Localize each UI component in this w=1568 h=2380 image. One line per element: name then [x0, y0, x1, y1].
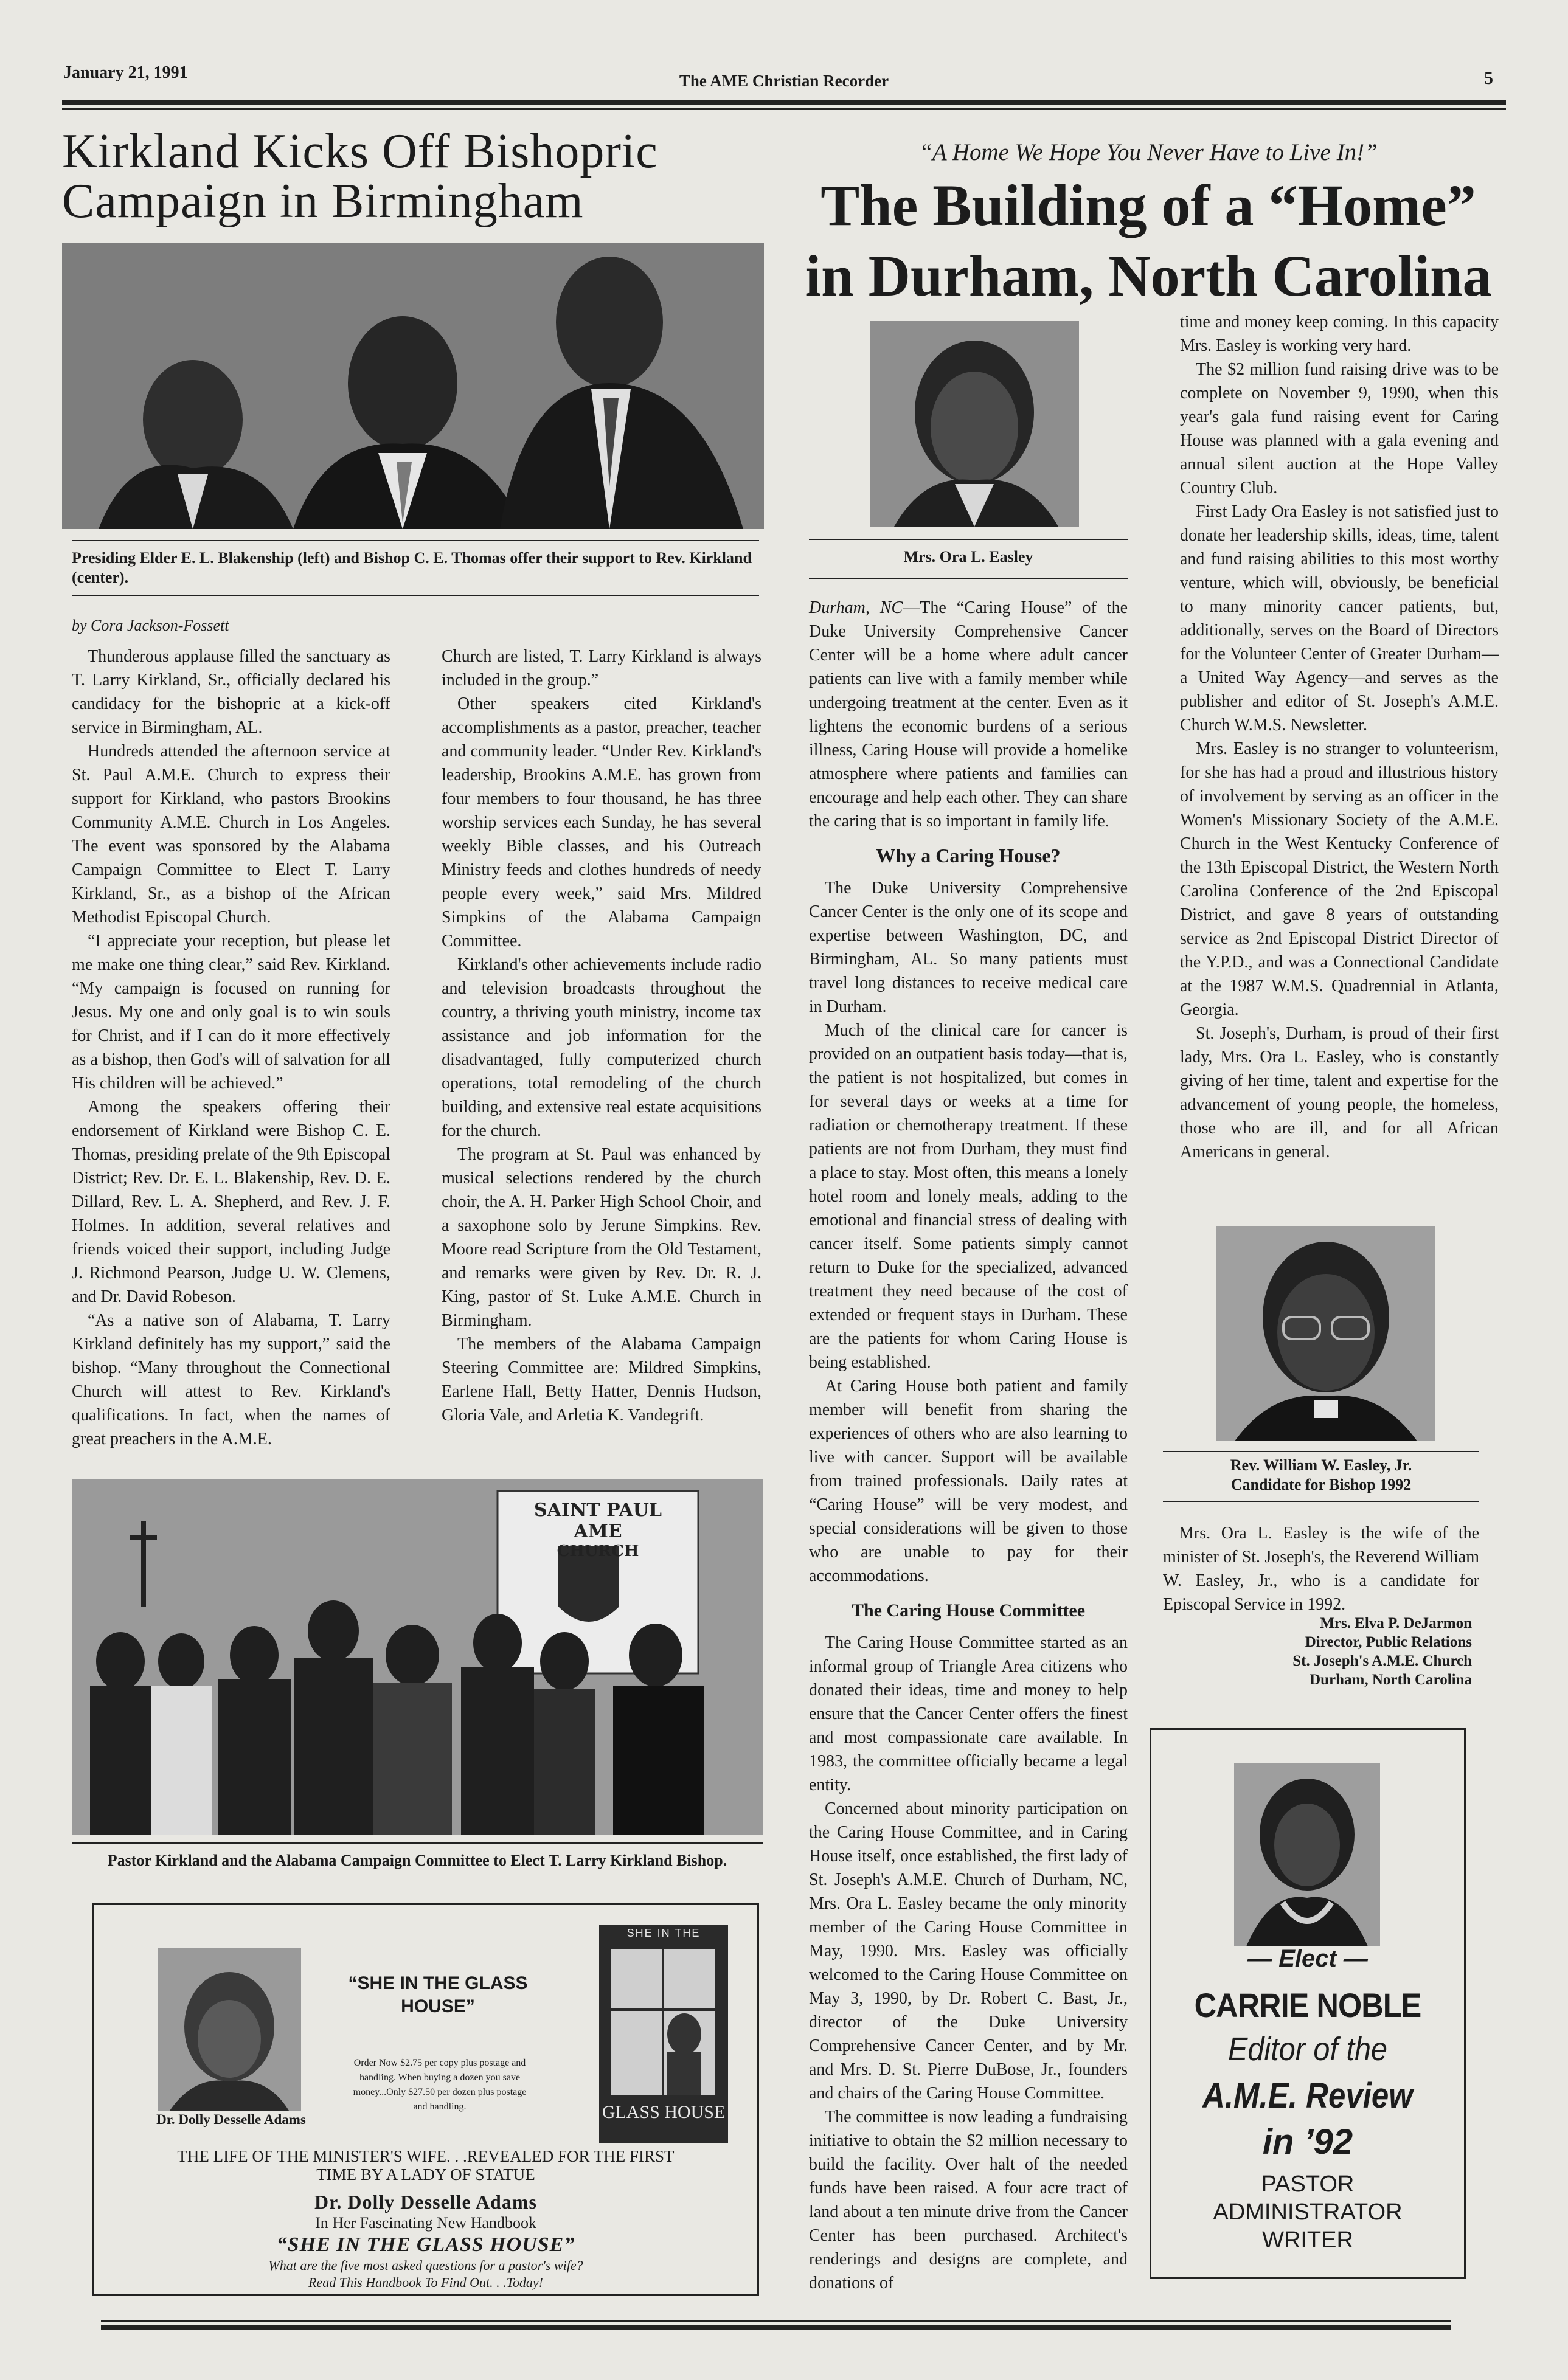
header-publication: The AME Christian Recorder — [679, 72, 889, 90]
noble-ad — [1150, 1728, 1466, 2279]
william-caption-rule — [1163, 1451, 1479, 1452]
right-col4-p5: St. Joseph's, Durham, is proud of their first lady, Mrs. Ora L. Easley, who is constantly giving of her time, talent and expertise for the advancement of young people, the homeless, those who are ill, and for all African Americans in general. — [1180, 1024, 1499, 1161]
right-kicker: “A Home We Hope You Never Have to Live In!” — [919, 139, 1378, 165]
right-col3-intro — [809, 596, 1128, 833]
book-ad-cta: Read This Handbook To Find Out. . .Today! — [308, 2275, 543, 2290]
right-headline — [791, 170, 1506, 311]
noble-ad-name: CARRIE NOBLE — [1194, 1986, 1421, 2024]
left-headline-line2: Campaign in Birmingham — [62, 175, 584, 228]
book-ad-order-text: Order Now $2.75 per copy plus postage and handling. When buying a dozen you save money...Only $27.50 per dozen plus postage and handling. — [353, 2058, 527, 2112]
header-rule-thin — [62, 108, 1506, 110]
left-col2-p2: Other speakers cited Kirkland's accomplishments as a pastor, preacher, teacher and community leader. “Under Rev. Kirkland's leadership, Brookins A.M.E. has grown from four members to four thousand, he has three worship services each Sunday, he has several weekly Bible classes, and his Outreach Ministry feeds and clothes hundreds of needy people every week,” said Mrs. Mildred Simpkins of the Alabama Campaign Committee. — [442, 694, 761, 950]
right-col4-p2: The $2 million fund raising drive was to be complete on November 9, 1990, when this year's gala fund raising event for Caring House was planned with a gala evening and annual silent auction at the Hope Valley Country Club. — [1180, 360, 1499, 497]
william-caption-line2: Candidate for Bishop 1992 — [1230, 1476, 1412, 1493]
right-headline-line1: The Building of a “Home” — [820, 173, 1476, 238]
photo-campaign-committee — [72, 1479, 763, 1835]
photo1-caption-rule-bottom — [72, 595, 759, 596]
left-col2-p4: The program at St. Paul was enhanced by musical selections rendered by the church choir, the A. H. Parker High School Choir, and a saxophone solo by Jerune Simpkins. Rev. Moore read Scripture from the Old Testament, and remarks were given by Rev. Dr. R. J. King, pastor of St. Luke A.M.E. Church in Birmingham. — [442, 1145, 761, 1330]
left-headline — [62, 126, 780, 226]
book-ad-cover — [599, 1925, 728, 2143]
book-ad-question: What are the five most asked questions for a pastor's wife? — [268, 2258, 583, 2273]
william-caption-rule-bottom — [1163, 1501, 1479, 1502]
footer-rule-thin — [101, 2320, 1451, 2322]
book-ad-portrait-caption: Dr. Dolly Desselle Adams — [156, 2112, 306, 2127]
banner-text — [510, 1500, 686, 1560]
photo-william-easley — [1216, 1226, 1435, 1441]
right-col3-place: Durham, NC — [809, 598, 903, 617]
william-caption — [1163, 1456, 1479, 1495]
photo2-caption: Pastor Kirkland and the Alabama Campaign Committee to Elect T. Larry Kirkland Bishop. — [107, 1852, 727, 1869]
footer-rule-thick — [101, 2325, 1451, 2330]
signoff-place: Durham, North Carolina — [1310, 1672, 1472, 1688]
photo1-caption-rule — [72, 540, 759, 541]
right-col4-p3: First Lady Ora Easley is not satisfied just to donate her leadership skills, ideas, time, talent and fund raising abilities to this most worthy venture, which will, obviously, be beneficial to many minority cancer patients, but, additionally, serves on the Board of Directors for the Volunteer Center of Greater Durham—a United Way Agency—and serves as the publisher and editor of St. Joseph's A.M.E. Church W.M.S. Newsletter. — [1180, 502, 1499, 735]
left-col2-p3: Kirkland's other achievements include radio and television broadcasts throughout the country, a thriving youth ministry, income tax assistance and job information for the disadvantaged, fully computerized church operations, total remodeling of the church building, and extensive real estate acquisitions for the church. — [442, 955, 761, 1140]
header-rule-thick — [62, 100, 1506, 105]
left-col-2 — [442, 645, 761, 1427]
noble-ad-role3: WRITER — [1262, 2227, 1353, 2253]
right-col4-p4: Mrs. Easley is no stranger to volunteerism, for she has had a proud and illustrious history of involvement by serving as an officer in the Women's Missionary Society of the A.M.E. Church in the West Kentucky Conference of the 13th Episcopal District, the Western North Carolina Conference of the 2nd Episcopal District, and gave 8 years of outstanding service as 2nd Episcopal District Director of the Y.P.D., and was a Connectional Candidate at the 1987 W.M.S. Quadrennial in Atlanta, Georgia. — [1180, 739, 1499, 1019]
left-col-1 — [72, 645, 390, 1451]
noble-ad-role2: ADMINISTRATOR — [1213, 2199, 1403, 2225]
right-col3-p5: The Caring House Committee started as an informal group of Triangle Area citizens who donated their ideas, time and money to help ensure that the Cancer Center offers the finest and most compassionate care available. In 1983, the committee officially became a legal entity. — [809, 1633, 1128, 1794]
book-ad-tagline: THE LIFE OF THE MINISTER'S WIFE. . .REVEALED FOR THE FIRST TIME BY A LADY OF STATUE — [177, 2147, 675, 2184]
photo1-caption: Presiding Elder E. L. Blakenship (left) and Bishop C. E. Thomas offer their support to Rev. Kirkland (center). — [72, 549, 752, 586]
noble-ad-line1: Editor of the — [1227, 2031, 1388, 2067]
ora-caption-rule — [809, 539, 1128, 540]
ora-caption-rule-bottom — [809, 578, 1128, 579]
book-ad-subtitle: In Her Fascinating New Handbook — [315, 2214, 536, 2232]
right-col3-p7: The committee is now leading a fundraising initiative to obtain the $2 million necessary to build the facility. Over halt of the needed funds have been raised. A four acre tract of land about a ten minute drive from the Cancer Center has been purchased. Architect's renderings and designs are complete, and donations of — [809, 2108, 1128, 2292]
right-col3-p6: Concerned about minority participation on the Caring House Committee, and in Caring House itself, once established, the first lady of St. Joseph's A.M.E. Church of Durham, NC, Mrs. Ora L. Easley became the only minority member of the Caring House Committee in May, 1990. Mrs. Easley was officially welcomed to the Caring House Committee on May 3, 1990, by Dr. Robert C. Bast, Jr., director of the Duke University Comprehensive Cancer Center, and by Mr. and Mrs. D. St. Pierre DuBose, Jr., founders and chairs of the Caring House Committee. — [809, 1799, 1128, 2103]
subhead-caring-house-committee: The Caring House Committee — [851, 1600, 1086, 1621]
noble-ad-line3: in ’92 — [1262, 2122, 1353, 2162]
right-col3-p2: The Duke University Comprehensive Cancer Center is the only one of its scope and expertise between Washington, DC, and Birmingham, AL. So many patients must travel long distances to receive medical care in Durham. — [809, 879, 1128, 1016]
header-date: January 21, 1991 — [63, 63, 188, 82]
left-col1-p4: Among the speakers offering their endorsement of Kirkland were Bishop C. E. Thomas, presiding prelate of the 9th Episcopal District; Rev. Dr. E. L. Blakenship, Rev. D. E. Dillard, Rev. L. A. Shepherd, and Rev. J. F. Holmes. In addition, several relatives and friends voiced their support, including Judge J. Richmond Pearson, Judge U. W. Clemens, and Dr. David Robeson. — [72, 1098, 390, 1306]
book-ad-cover-top: SHE IN THE — [626, 1927, 701, 1939]
banner-line1: SAINT PAUL AME — [533, 1500, 662, 1542]
right-col3-intro-rest: —The “Caring House” of the Duke University Comprehensive Cancer Center will be a home where adult cancer patients can live with a family member while undergoing treatment at the center. Even as it lightens the economic burdens of a serious illness, Caring House will provide a homelike atmosphere where patients and families can encourage and help each other. They can share the caring that is so important in family life. — [809, 598, 1128, 831]
right-headline-line2: in Durham, North Carolina — [805, 243, 1492, 308]
right-col3-p3: Much of the clinical care for cancer is provided on an outpatient basis today—that is, the patient is not hospitalized, but comes in for several days or weeks at a time for radiation or chemotherapy treatment. If these patients are not from Durham, they must find a place to stay. Most often, this means a lonely hotel room and lonely meals, adding to the emotional and financial stress of dealing with cancer itself. Some patients simply cannot return to Duke for the specialized, advanced treatment they need because of the cost of extended or frequent stays in Durham. These are the patients for whom Caring House is being established. — [809, 1021, 1128, 1372]
signoff-name: Mrs. Elva P. DeJarmon — [1320, 1615, 1472, 1631]
noble-ad-portrait — [1234, 1763, 1380, 1946]
left-headline-line1: Kirkland Kicks Off Bishopric — [62, 125, 658, 178]
right-col4-p1: time and money keep coming. In this capacity Mrs. Easley is working very hard. — [1180, 313, 1499, 355]
left-col1-p3: “I appreciate your reception, but please let me make one thing clear,” said Rev. Kirkland. “My campaign is focused on running for Jesus. My one and only goal is to win souls for Christ, and if I can do it more effectively as a bishop, then God's will of salvation for all His children will be achieved.” — [72, 932, 390, 1093]
signoff-title: Director, Public Relations — [1305, 1634, 1472, 1650]
book-ad-cover-bottom: GLASS HOUSE — [602, 2102, 726, 2122]
book-ad-portrait — [158, 1948, 301, 2111]
signoff-church: St. Joseph's A.M.E. Church — [1292, 1653, 1472, 1669]
left-col1-p5: “As a native son of Alabama, T. Larry Kirkland definitely has my support,” said the bishop. “Many throughout the Connectional Church will attest to Rev. Kirkland's qualifications. In fact, when the names of great preachers in the A.M.E. — [72, 1311, 390, 1448]
left-col1-p1: Thunderous applause filled the sanctuary as T. Larry Kirkland, Sr., officially declared his candidacy for the bishopric at a kick-off service in Birmingham, AL. — [72, 647, 390, 737]
noble-ad-line2: A.M.E. Review — [1202, 2076, 1414, 2115]
banner-line2: CHURCH — [557, 1542, 639, 1560]
book-ad-book-title: “SHE IN THE GLASS HOUSE” — [276, 2233, 575, 2256]
left-col2-p1: Church are listed, T. Larry Kirkland is always included in the group.” — [442, 647, 761, 690]
subhead-why-caring-house: Why a Caring House? — [876, 845, 1061, 867]
left-col1-p2: Hundreds attended the afternoon service at St. Paul A.M.E. Church to express their support for Kirkland, who pastors Brookins Community A.M.E. Church in Los Angeles. The event was sponsored by the Alabama Campaign Committee to Elect T. Larry Kirkland, Sr., as a bishop of the African Methodist Episcopal Church. — [72, 742, 390, 927]
book-ad-author: Dr. Dolly Desselle Adams — [314, 2191, 537, 2213]
photo-ora-easley — [870, 321, 1079, 527]
book-ad-title: “SHE IN THE GLASS HOUSE” — [348, 1973, 528, 2016]
header-page-number: 5 — [1484, 68, 1493, 88]
right-col3-p4: At Caring House both patient and family member will benefit from sharing the experiences of others who are also learning to live with cancer. Support will be available from trained professionals. Daily rates at “Caring House” will be very modest, and special considerations will be given to those who are unable to pay for their accommodations. — [809, 1377, 1128, 1585]
left-byline: by Cora Jackson-Fossett — [72, 617, 229, 634]
right-col4-end-text: Mrs. Ora L. Easley is the wife of the minister of St. Joseph's, the Reverend William W. Easley, Jr., who is a candidate for Episcopal Service in 1992. — [1163, 1524, 1479, 1614]
ora-caption: Mrs. Ora L. Easley — [903, 548, 1033, 566]
signoff — [1163, 1614, 1472, 1689]
left-col2-p5: The members of the Alabama Campaign Steering Committee are: Mildred Simpkins, Earlene Hall, Betty Hatter, Dennis Hudson, Gloria Vale, and Arletia K. Vandegrift. — [442, 1335, 761, 1425]
william-caption-line1: Rev. William W. Easley, Jr. — [1230, 1456, 1412, 1474]
photo2-caption-rule — [72, 1842, 763, 1844]
noble-ad-role1: PASTOR — [1261, 2171, 1355, 2197]
right-col4-end — [1163, 1521, 1479, 1616]
right-col-3 — [809, 596, 1128, 2295]
noble-ad-elect: — Elect — — [1247, 1945, 1368, 1972]
photo-three-men — [62, 243, 764, 529]
book-ad — [92, 1903, 759, 2296]
right-col-4 — [1180, 310, 1499, 1164]
